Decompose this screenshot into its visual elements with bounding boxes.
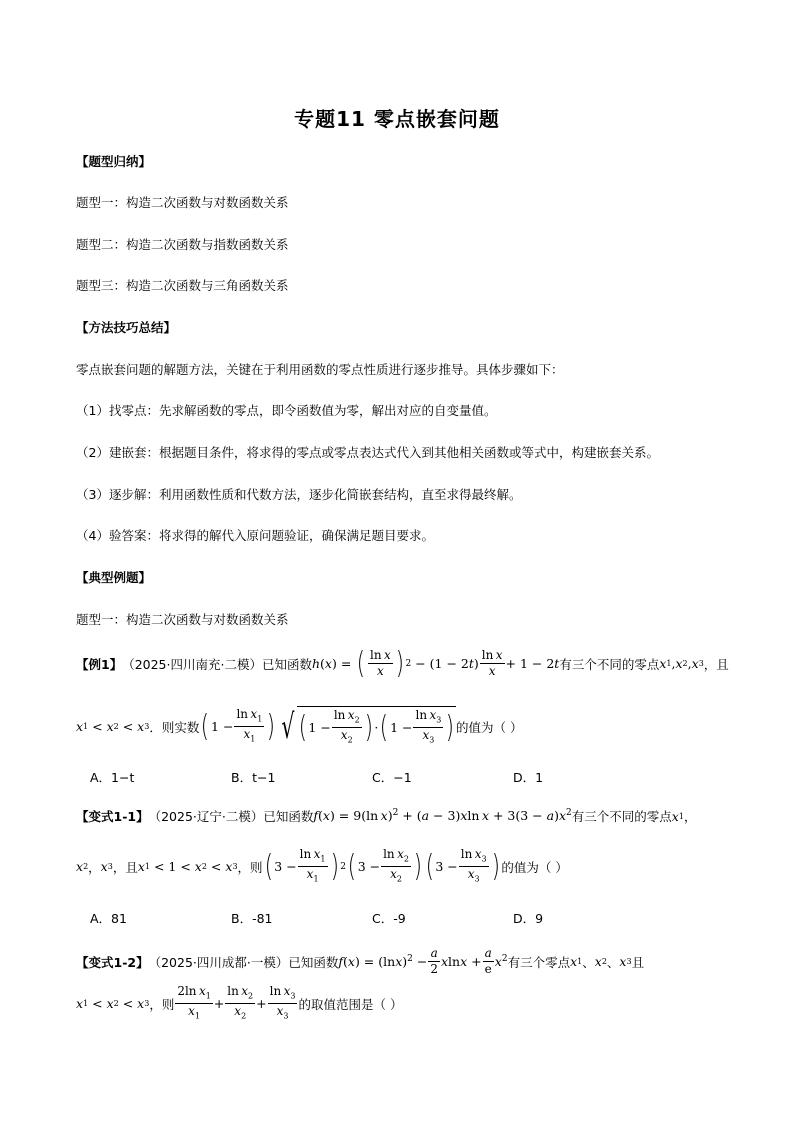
section-heading-examples: 【典型例题】 — [76, 570, 152, 585]
example-1-line-1: 【例1】 （2025·四川南充·二模）已知函数 h ( x ) = ( $\frac{\text{ln x}}{x}$ ) 2 − (1 − 2t) $\frac{\text{ln x}}{x}$ + 1 − 2t 有三个不同的零点 x 1 , x 2 , x 3 ，且 — [76, 645, 729, 681]
variant-1-1-line-2: x 2 ， x 3 ，且 x 1 < 1 < x 2 < x 3 ，则 ( 3 − $\frac{\ln x_1}{x_1}$ ) 2 ( 3 − $\frac{\ln x_2}{x_2}$ ) ( 3 − $\frac{\ln x_3}{x_3}$ ) 的值为（ ） — [76, 847, 568, 884]
example-1-formula: h — [311, 656, 321, 671]
variant-1-1-tag: 【变式1-1】 — [76, 809, 149, 824]
variant-1-2-line2-post: 的取值范围是（ ） — [298, 996, 403, 1012]
example-1-line2-pre: ．则实数 — [149, 719, 200, 735]
variant-1-1-source: （2025·辽宁·二模）已知函数 — [148, 809, 314, 824]
variant-1-2-line-2: x 1 < x 2 < x 3 ，则 $\frac{2\ln x_1}{x_1}$ + $\frac{\ln x_2}{x_2}$ + $\frac{\ln x_3}{x_3}$ 的取值范围是（ ） — [76, 984, 403, 1021]
example-1-line2-post: 的值为（ ） — [456, 719, 523, 735]
variant-1-1-mid: 有三个不同的零点 — [571, 809, 672, 824]
method-step-1: （1）找零点：先求解函数的零点，即令函数值为零，解出对应的自变量值。 — [76, 403, 497, 418]
variant-1-1-line-1: 【变式1-1】 （2025·辽宁·二模）已知函数 f(x) = 9(ln x)$^2$ + (a − 3)xln $x + 3(3 - a)x^2$ 有三个不同的零点 x 1 ， — [76, 808, 697, 824]
method-step-3: （3）逐步解：利用函数性质和代数方法，逐步化简嵌套结构，直至求得最终解。 — [76, 487, 522, 502]
section-heading-method: 【方法技巧总结】 — [76, 320, 177, 335]
type-1-text: 题型一：构造二次函数与对数函数关系 — [76, 195, 289, 210]
example-type-1-heading: 题型一：构造二次函数与对数函数关系 — [76, 612, 289, 627]
variant-1-1-options — [90, 909, 654, 927]
example-1-option-d[interactable]: D．1 — [513, 770, 544, 785]
section-heading-types: 【题型归纳】 — [76, 154, 152, 169]
example-1-tag: 【例1】 — [76, 656, 123, 672]
variant-1-2-line2-pre: ，则 — [149, 996, 175, 1012]
variant-1-1-option-c[interactable]: C．-9 — [372, 911, 406, 926]
method-step-4: （4）验答案：将求得的解代入原问题验证，确保满足题目要求。 — [76, 528, 434, 543]
example-1-options — [90, 768, 654, 786]
variant-1-2-mid: 有三个零点 — [507, 954, 571, 970]
variant-1-1-sep-b: ，且 — [112, 859, 138, 875]
variant-1-1-option-a[interactable]: A．81 — [90, 911, 127, 926]
variant-1-2-end: 且 — [631, 954, 645, 970]
example-1-option-b[interactable]: B．t−1 — [231, 770, 276, 785]
type-3-text: 题型三：构造二次函数与三角函数关系 — [76, 278, 289, 293]
method-intro: 零点嵌套问题的解题方法，关键在于利用函数的零点性质进行逐步推导。具体步骤如下： — [76, 362, 564, 377]
variant-1-2-formula: $f(x) = (\ln x)^2$ − — [338, 953, 428, 970]
variant-1-2-line-1: 【变式1-2】 （2025·四川成都·一模）已知函数 $f(x) = (\ln x)^2$ − $\frac{a}{2}$ xlnx + $\frac{a}{e}$ $x^2$ 有三个零点 x 1 、 x 2 、 x 3 且 — [76, 946, 645, 976]
variant-1-1-line2-post: 的值为（ ） — [501, 859, 568, 875]
example-1-mid: 有三个不同的零点 — [559, 656, 660, 672]
variant-1-1-sep-c: ，则 — [237, 859, 263, 875]
example-1-option-c[interactable]: C．−1 — [372, 770, 412, 785]
page-title: 专题11 零点嵌套问题 — [294, 107, 500, 131]
variant-1-1-sep-a: ， — [88, 859, 101, 875]
variant-1-2-source: （2025·四川成都·一模）已知函数 — [148, 954, 339, 970]
example-1-option-a[interactable]: A．1−t — [90, 770, 135, 785]
variant-1-1-formula: f(x) = 9(ln x)$^2$ + (a − 3)xln $x + 3(3 - a)x^2$ — [313, 808, 572, 824]
example-1-source: （2025·四川南充·二模）已知函数 — [122, 656, 312, 672]
example-1-end: ，且 — [703, 656, 729, 672]
type-2-text: 题型二：构造二次函数与指数函数关系 — [76, 237, 289, 252]
example-1-line-2: x 1 < x 2 < x 3 ．则实数 ( 1 − $\frac{\ln x_1}{x_1}$ ) √ ( 1 − $\frac{\ln x_2}{x_2}$ ) · ( 1 − $\frac{\ln x_3}{x_3}$ ) 的值为（ ） — [76, 706, 523, 747]
variant-1-1-option-b[interactable]: B．-81 — [231, 911, 273, 926]
variant-1-1-option-d[interactable]: D．9 — [513, 911, 544, 926]
variant-1-2-tag: 【变式1-2】 — [76, 954, 149, 970]
method-step-2: （2）建嵌套：根据题目条件，将求得的零点或零点表达式代入到其他相关函数或等式中，构建嵌套关系。 — [76, 445, 659, 460]
